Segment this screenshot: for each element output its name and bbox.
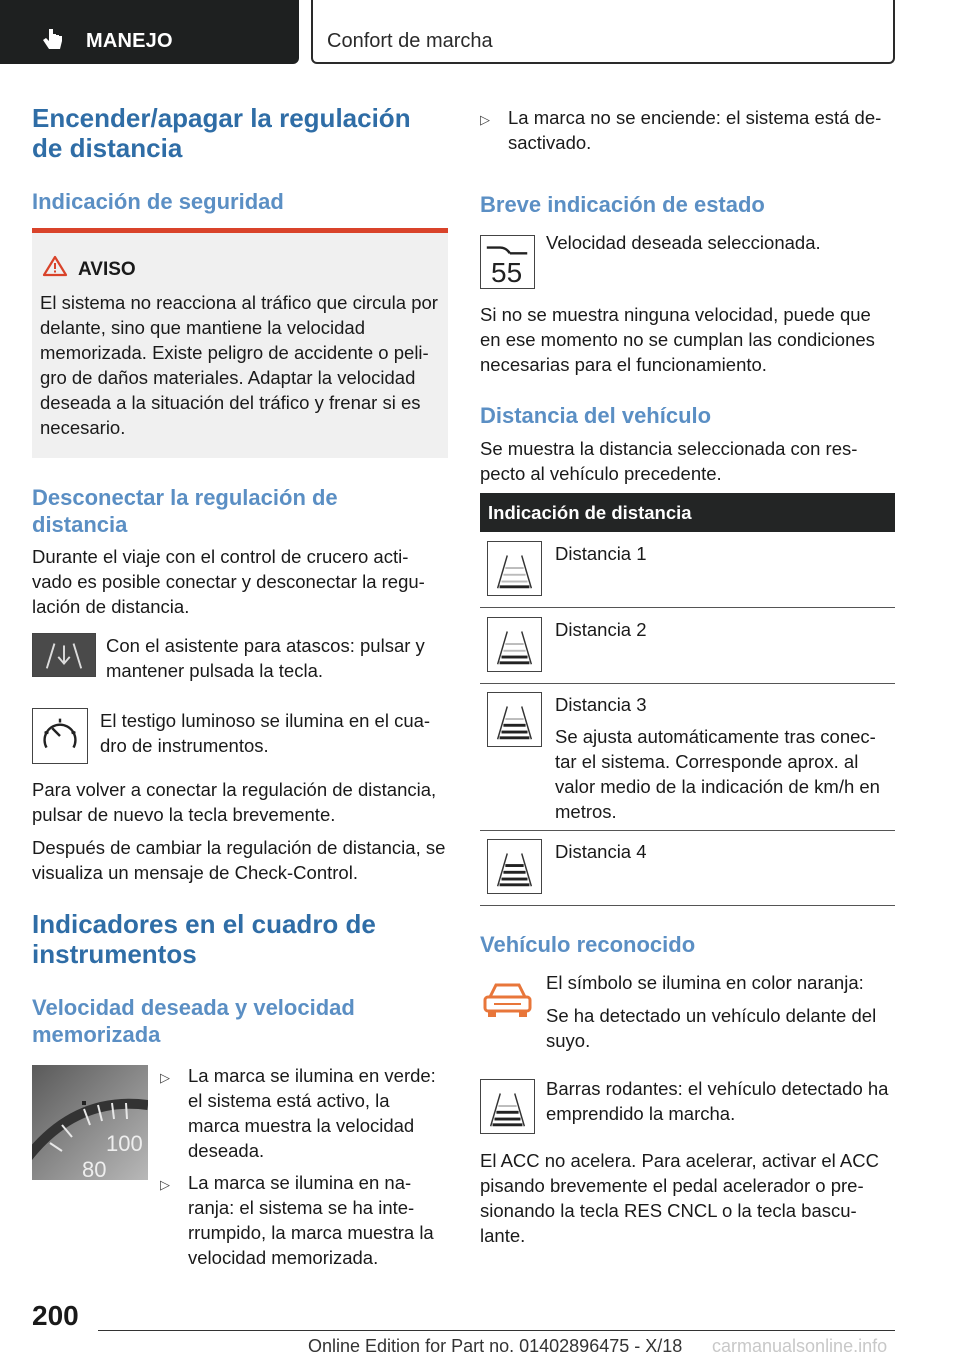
vehicle-text-2: Se ha detectado un vehículo delante del suyo. [546,1005,877,1051]
distance-4-icon [487,839,542,894]
vehicle-text-1: El símbolo se ilumina en color naranja: [546,972,864,993]
footer-rule [98,1330,895,1331]
distance-row-detail: Se ajusta automáticamente tras conec-tar el sistema. Corresponde aprox. al valor medio de la indicación de km/h en metros. [555,726,880,822]
speedometer-indicator-icon [32,708,88,764]
warning-box [32,228,448,458]
brief-text: Velocidad deseada seleccionada. [546,232,821,253]
paragraph-distance: Se muestra la distancia seleccionada con res-pecto al vehículo precedente. [480,438,858,484]
section-tab [0,0,299,64]
heading-safety: Indicación de seguridad [32,189,284,214]
distance-row-label: Distancia 3 [555,694,647,715]
distance-3-icon [487,692,542,747]
distance-row-label: Distancia 4 [555,841,647,862]
rolling-bars-icon [480,1079,535,1134]
heading-cluster: Indicadores en el cuadro de instrumentos [32,909,376,969]
chapter-tab [311,0,895,64]
heading-vehicle-detected: Vehículo reconocido [480,932,696,957]
bullet-text: La marca se ilumina en na-ranja: el sistema se ha inte-rrumpido, la marca muestra la velocidad memorizada. [188,1172,434,1268]
paragraph-no-speed: Si no se muestra ninguna velocidad, puede que en ese momento no se cumplan las condiciones necesarias para el funcionamiento. [480,304,875,375]
row-divider [480,905,895,906]
distance-table-title: Indicación de distancia [488,502,692,523]
warning-text: El sistema no reacciona al tráfico que circula por delante, sino que mantiene la velocidad memorizada. Existe peligro de accidente o peli-gro de daños materiales. Adaptar la velocidad deseada a la situación del tráfico y frenar si es necesario. [40,292,438,438]
page-number: 200 [32,1300,79,1331]
paragraph-reconnect: Para volver a conectar la regulación de distancia, pulsar de nuevo la tecla brevemente. [32,779,437,825]
set-speed-value: 55 [491,257,523,288]
indicator-text: El testigo luminoso se ilumina en el cua-dro de instrumentos. [100,710,431,756]
section-label: MANEJO [86,30,173,52]
detected-vehicle-icon [480,973,535,1023]
distance-row-label: Distancia 2 [555,619,647,640]
heading-disconnect: Desconectar la regulación de distancia [32,485,338,537]
speed-label-80: 80 [82,1157,107,1180]
hand-icon [42,28,64,52]
warning-title: AVISO [78,259,136,280]
row-divider [480,830,895,831]
bullet-triangle-icon: ▷ [160,1177,170,1192]
distance-table-header [480,493,895,532]
set-speed-icon [480,235,535,289]
assist-text: Con el asistente para atascos: pulsar y mantener pulsada la tecla. [106,635,425,681]
paragraph-disconnect: Durante el viaje con el control de crucero acti-vado es posible conectar y desconectar la regu-lación de distancia. [32,546,425,617]
bullet-text: La marca no se enciende: el sistema está de-sactivado. [508,107,882,153]
traffic-jam-assist-icon [32,633,96,677]
distance-row-label: Distancia 1 [555,543,647,564]
watermark: carmanualsonline.info [712,1336,888,1356]
row-divider [480,683,895,684]
heading-vehicle-distance: Distancia del vehículo [480,403,712,428]
chapter-title: Confort de marcha [327,30,493,52]
footer-edition: Online Edition for Part no. 01402896475 - X/18 [308,1336,683,1356]
warning-triangle-icon [42,255,68,277]
bullet-text: La marca se ilumina en verde: el sistema está activo, la marca muestra la velocidad deseada. [188,1065,436,1161]
distance-1-icon [487,541,542,596]
distance-2-icon [487,617,542,672]
heading-speed: Velocidad deseada y velocidad memorizada [32,995,355,1047]
speed-label-100: 100 [106,1131,143,1156]
row-divider [480,607,895,608]
speedometer-photo [32,1065,148,1180]
bars-text: Barras rodantes: el vehículo detectado ha emprendido la marcha. [546,1078,889,1124]
paragraph-after-change: Después de cambiar la regulación de distancia, se visualiza un mensaje de Check-Control. [32,837,446,883]
bullet-triangle-icon: ▷ [480,112,490,127]
bullet-triangle-icon: ▷ [160,1070,170,1085]
heading-toggle-distance: Encender/apagar la regulación de distancia [32,103,411,163]
heading-brief-status: Breve indicación de estado [480,192,765,217]
paragraph-acc: El ACC no acelera. Para acelerar, activar el ACC pisando brevemente el pedal acelerador o pre-sionando la tecla RES CNCL o la tecla bascu-lante. [480,1150,879,1246]
